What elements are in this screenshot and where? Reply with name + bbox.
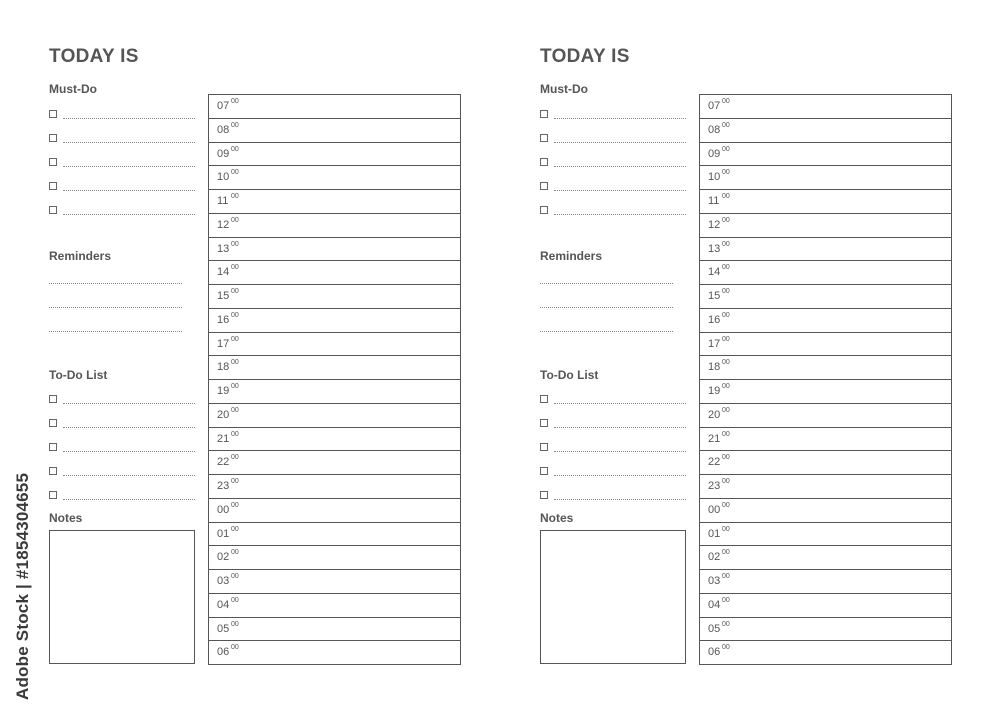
time-slot-hour: 16: [708, 313, 721, 326]
time-slot[interactable]: [700, 451, 951, 475]
time-slot-hour: 10: [217, 171, 230, 184]
checkbox[interactable]: [540, 134, 548, 142]
time-slot-minutes: 00: [231, 406, 239, 414]
notes-heading: Notes: [540, 511, 574, 525]
writing-line: [554, 166, 686, 167]
time-slot-hour: 06: [217, 646, 230, 659]
writing-line: [554, 451, 686, 452]
time-slot[interactable]: [700, 333, 951, 357]
time-slot-hour: 22: [708, 456, 721, 469]
must-do-item[interactable]: [49, 108, 195, 122]
notes-heading: Notes: [49, 511, 83, 525]
time-slot-hour: 17: [708, 337, 721, 350]
time-slot[interactable]: [700, 214, 951, 238]
time-slot[interactable]: [209, 570, 460, 594]
time-slot[interactable]: [700, 95, 951, 119]
time-slot-hour: 21: [708, 432, 721, 445]
time-slot[interactable]: [209, 523, 460, 547]
time-slot-hour: 04: [708, 598, 721, 611]
must-do-item[interactable]: [540, 156, 686, 170]
time-slot[interactable]: [700, 499, 951, 523]
time-slot-hour: 13: [708, 242, 721, 255]
todo-item[interactable]: [540, 465, 686, 479]
writing-line: [63, 499, 195, 500]
time-slot-minutes: 00: [722, 216, 730, 224]
checkbox[interactable]: [49, 110, 57, 118]
checkbox[interactable]: [49, 158, 57, 166]
planner-page-right: [491, 0, 981, 714]
checkbox[interactable]: [540, 206, 548, 214]
checkbox[interactable]: [540, 419, 548, 427]
time-slot[interactable]: [700, 641, 951, 665]
time-slot-hour: 09: [708, 147, 721, 160]
checkbox[interactable]: [49, 491, 57, 499]
time-slot[interactable]: [209, 641, 460, 665]
checkbox[interactable]: [49, 206, 57, 214]
time-slot[interactable]: [700, 523, 951, 547]
time-slot[interactable]: [209, 356, 460, 380]
notes-box[interactable]: [540, 530, 686, 664]
time-slot-minutes: 00: [231, 596, 239, 604]
time-slot[interactable]: [209, 428, 460, 452]
todo-item[interactable]: [540, 489, 686, 503]
time-slot-minutes: 00: [231, 98, 239, 105]
time-slot[interactable]: [700, 119, 951, 143]
must-do-item[interactable]: [49, 156, 195, 170]
time-slot[interactable]: [700, 404, 951, 428]
time-slot[interactable]: [700, 238, 951, 262]
checkbox[interactable]: [540, 467, 548, 475]
time-slot-minutes: 00: [722, 525, 730, 533]
time-slot[interactable]: [209, 285, 460, 309]
time-slot[interactable]: [209, 594, 460, 618]
reminder-line[interactable]: [540, 331, 673, 332]
time-slot-hour: 04: [217, 598, 230, 611]
time-slot-minutes: 00: [722, 145, 730, 153]
reminder-line[interactable]: [49, 283, 182, 284]
time-slot-minutes: 00: [231, 145, 239, 153]
time-slot-minutes: 00: [722, 359, 730, 367]
time-slot[interactable]: [700, 380, 951, 404]
writing-line: [554, 403, 686, 404]
checkbox[interactable]: [540, 158, 548, 166]
time-slot-minutes: 00: [231, 525, 239, 533]
time-slot[interactable]: [700, 594, 951, 618]
time-slot-minutes: 00: [722, 501, 730, 509]
time-slot[interactable]: [700, 285, 951, 309]
time-slot[interactable]: [700, 190, 951, 214]
writing-line: [63, 190, 195, 191]
page-title: TODAY IS: [49, 46, 139, 67]
reminders-heading: Reminders: [49, 249, 112, 263]
time-slot-hour: 12: [708, 218, 721, 231]
must-do-heading: Must-Do: [540, 82, 588, 96]
time-slot-minutes: 00: [722, 193, 730, 200]
time-slot-hour: 14: [708, 266, 721, 279]
time-slot-minutes: 00: [231, 620, 239, 628]
time-slot[interactable]: [209, 309, 460, 333]
todo-heading: To-Do List: [540, 368, 599, 382]
time-slot-hour: 21: [217, 432, 230, 445]
todo-item[interactable]: [49, 393, 195, 407]
time-slot-minutes: 00: [231, 644, 239, 652]
time-slot-hour: 09: [217, 147, 230, 160]
todo-item[interactable]: [49, 417, 195, 431]
checkbox[interactable]: [540, 182, 548, 190]
time-slot[interactable]: [209, 214, 460, 238]
time-slot-minutes: 00: [231, 430, 239, 438]
time-slot-minutes: 00: [231, 383, 239, 390]
time-slot-hour: 23: [217, 480, 230, 492]
checkbox[interactable]: [49, 182, 57, 190]
time-slot-hour: 01: [708, 527, 721, 540]
time-slot-minutes: 00: [722, 311, 730, 319]
writing-line: [63, 475, 195, 476]
stock-watermark-text: Adobe Stock | #1854304655: [13, 472, 32, 700]
time-slot[interactable]: [700, 570, 951, 594]
time-slot-hour: 03: [217, 575, 230, 587]
time-slot[interactable]: [209, 261, 460, 285]
time-slot-hour: 11: [217, 195, 229, 207]
time-slot-hour: 08: [708, 123, 721, 136]
writing-line: [63, 118, 195, 119]
writing-line: [63, 214, 195, 215]
must-do-item[interactable]: [49, 204, 195, 218]
time-slot-minutes: 00: [231, 573, 239, 580]
must-do-item[interactable]: [540, 204, 686, 218]
time-slot-hour: 07: [217, 100, 230, 112]
time-slot-minutes: 00: [231, 454, 239, 462]
writing-line: [554, 142, 686, 143]
reminder-line[interactable]: [540, 307, 673, 308]
time-slot-hour: 03: [708, 575, 721, 587]
must-do-item[interactable]: [540, 108, 686, 122]
checkbox[interactable]: [49, 443, 57, 451]
time-slot-hour: 15: [217, 290, 230, 302]
time-slot-hour: 18: [217, 361, 230, 374]
time-slot-minutes: 00: [722, 264, 730, 272]
time-slot[interactable]: [209, 119, 460, 143]
writing-line: [63, 166, 195, 167]
time-slot-minutes: 00: [722, 169, 730, 177]
time-slot-hour: 20: [708, 408, 721, 421]
time-slot-hour: 13: [217, 242, 230, 255]
time-slot-hour: 11: [708, 195, 720, 207]
hourly-schedule: [208, 94, 461, 665]
time-slot-minutes: 00: [722, 478, 730, 485]
reminders-heading: Reminders: [540, 249, 603, 263]
time-slot[interactable]: [209, 238, 460, 262]
time-slot-minutes: 00: [722, 240, 730, 248]
time-slot[interactable]: [209, 95, 460, 119]
time-slot-hour: 10: [708, 171, 721, 184]
time-slot-hour: 22: [217, 456, 230, 469]
time-slot[interactable]: [700, 356, 951, 380]
time-slot-hour: 05: [708, 622, 721, 635]
time-slot[interactable]: [209, 190, 460, 214]
time-slot-minutes: 00: [231, 240, 239, 248]
checkbox[interactable]: [49, 419, 57, 427]
todo-item[interactable]: [540, 441, 686, 455]
time-slot-hour: 19: [708, 385, 721, 397]
time-slot-hour: 08: [217, 123, 230, 136]
time-slot-hour: 00: [217, 503, 230, 516]
time-slot-minutes: 00: [722, 620, 730, 628]
checkbox[interactable]: [540, 110, 548, 118]
writing-line: [63, 451, 195, 452]
time-slot[interactable]: [209, 143, 460, 167]
time-slot-hour: 12: [217, 218, 230, 231]
todo-item[interactable]: [49, 465, 195, 479]
time-slot-minutes: 00: [722, 644, 730, 652]
checkbox[interactable]: [540, 395, 548, 403]
planner-page-left: [0, 0, 490, 714]
time-slot-minutes: 00: [231, 169, 239, 177]
writing-line: [554, 475, 686, 476]
must-do-heading: Must-Do: [49, 82, 97, 96]
notes-box[interactable]: [49, 530, 195, 664]
time-slot-hour: 14: [217, 266, 230, 279]
must-do-item[interactable]: [540, 132, 686, 146]
reminder-line[interactable]: [49, 331, 182, 332]
todo-item[interactable]: [540, 393, 686, 407]
time-slot-minutes: 00: [231, 501, 239, 509]
time-slot-hour: 20: [217, 408, 230, 421]
time-slot[interactable]: [209, 475, 460, 499]
todo-heading: To-Do List: [49, 368, 108, 382]
time-slot-minutes: 00: [722, 573, 730, 580]
time-slot-minutes: 00: [231, 549, 239, 557]
time-slot-minutes: 00: [722, 98, 730, 105]
checkbox[interactable]: [49, 395, 57, 403]
time-slot-minutes: 00: [722, 549, 730, 557]
time-slot[interactable]: [209, 333, 460, 357]
time-slot[interactable]: [700, 166, 951, 190]
writing-line: [554, 118, 686, 119]
checkbox[interactable]: [49, 134, 57, 142]
time-slot-minutes: 00: [231, 335, 239, 343]
time-slot[interactable]: [209, 380, 460, 404]
writing-line: [554, 214, 686, 215]
must-do-item[interactable]: [540, 180, 686, 194]
time-slot-minutes: 00: [722, 383, 730, 390]
must-do-item[interactable]: [49, 132, 195, 146]
time-slot[interactable]: [700, 475, 951, 499]
todo-item[interactable]: [540, 417, 686, 431]
checkbox[interactable]: [49, 467, 57, 475]
reminder-line[interactable]: [540, 283, 673, 284]
stock-watermark: [12, 460, 34, 700]
time-slot-minutes: 00: [231, 216, 239, 224]
time-slot[interactable]: [700, 428, 951, 452]
must-do-item[interactable]: [49, 180, 195, 194]
time-slot[interactable]: [700, 261, 951, 285]
time-slot[interactable]: [700, 546, 951, 570]
time-slot-minutes: 00: [722, 288, 730, 295]
time-slot[interactable]: [209, 546, 460, 570]
todo-item[interactable]: [49, 489, 195, 503]
time-slot-hour: 23: [708, 480, 721, 492]
time-slot-minutes: 00: [722, 335, 730, 343]
time-slot-minutes: 00: [231, 359, 239, 367]
time-slot-minutes: 00: [231, 264, 239, 272]
hourly-schedule: [699, 94, 952, 665]
time-slot-hour: 02: [708, 551, 721, 564]
time-slot[interactable]: [209, 499, 460, 523]
time-slot[interactable]: [209, 166, 460, 190]
writing-line: [63, 142, 195, 143]
time-slot[interactable]: [700, 143, 951, 167]
time-slot-hour: 16: [217, 313, 230, 326]
time-slot-hour: 17: [217, 337, 230, 350]
checkbox[interactable]: [540, 491, 548, 499]
time-slot[interactable]: [209, 618, 460, 642]
time-slot-minutes: 00: [231, 311, 239, 319]
writing-line: [554, 427, 686, 428]
time-slot-minutes: 00: [722, 454, 730, 462]
time-slot-minutes: 00: [231, 121, 239, 129]
time-slot-minutes: 00: [231, 478, 239, 485]
time-slot-minutes: 00: [231, 193, 239, 200]
time-slot-hour: 15: [708, 290, 721, 302]
writing-line: [554, 190, 686, 191]
time-slot-minutes: 00: [722, 406, 730, 414]
checkbox[interactable]: [540, 443, 548, 451]
time-slot-hour: 19: [217, 385, 230, 397]
writing-line: [63, 427, 195, 428]
writing-line: [554, 499, 686, 500]
time-slot-minutes: 00: [722, 121, 730, 129]
writing-line: [63, 403, 195, 404]
time-slot-hour: 07: [708, 100, 721, 112]
time-slot[interactable]: [700, 309, 951, 333]
page-title: TODAY IS: [540, 46, 630, 67]
todo-item[interactable]: [49, 441, 195, 455]
time-slot-hour: 00: [708, 503, 721, 516]
time-slot[interactable]: [700, 618, 951, 642]
time-slot-hour: 01: [217, 527, 230, 540]
time-slot-minutes: 00: [722, 596, 730, 604]
time-slot-minutes: 00: [722, 430, 730, 438]
time-slot-minutes: 00: [231, 288, 239, 295]
time-slot[interactable]: [209, 404, 460, 428]
time-slot[interactable]: [209, 451, 460, 475]
reminder-line[interactable]: [49, 307, 182, 308]
time-slot-hour: 18: [708, 361, 721, 374]
time-slot-hour: 06: [708, 646, 721, 659]
time-slot-hour: 02: [217, 551, 230, 564]
time-slot-hour: 05: [217, 622, 230, 635]
